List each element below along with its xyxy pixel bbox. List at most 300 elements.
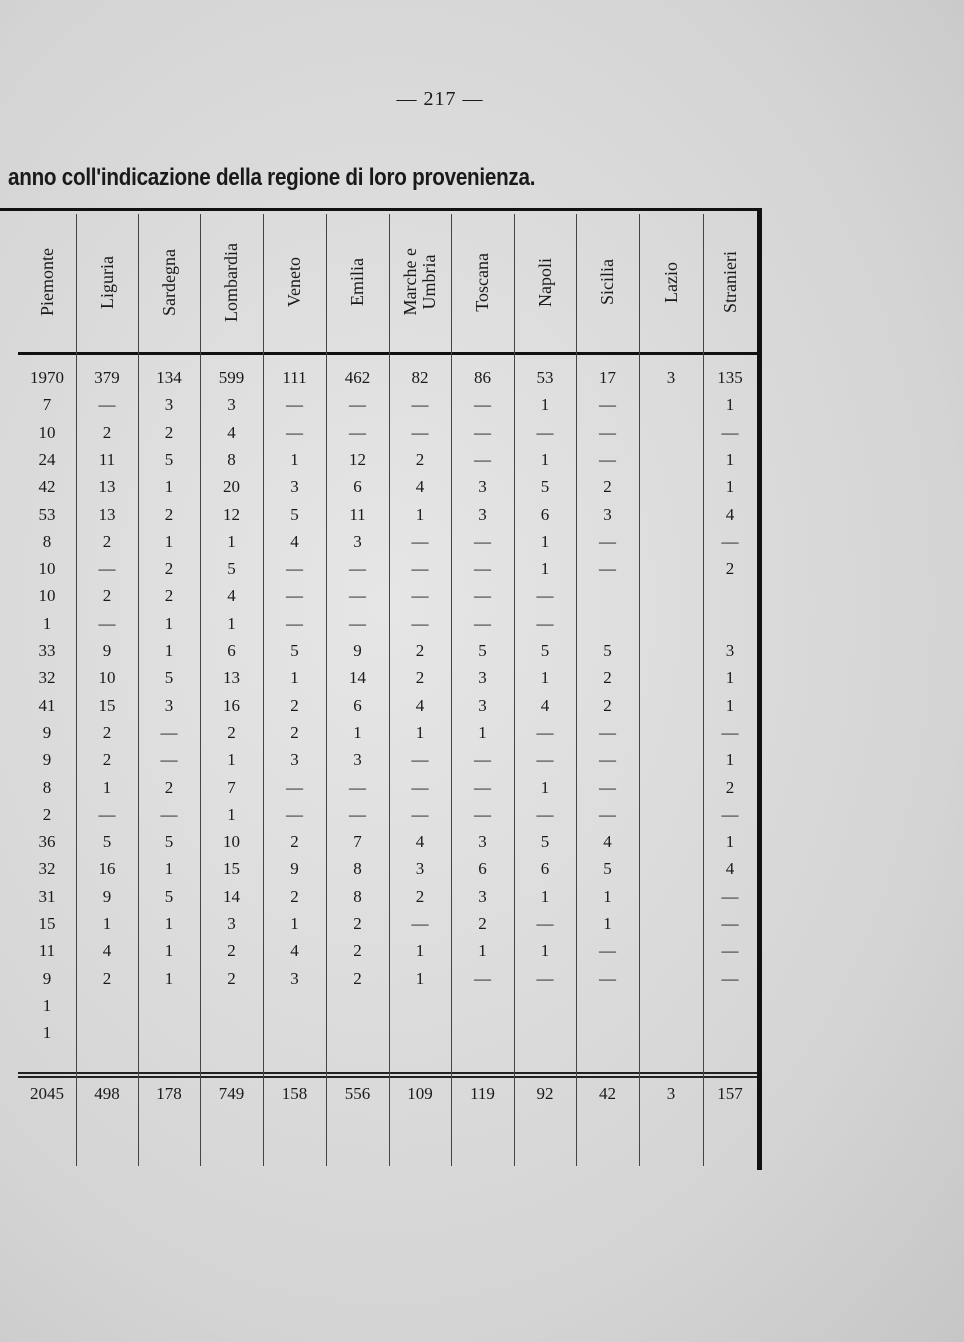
table-cell: — [411, 613, 429, 633]
column-header-label: Lazio [660, 261, 681, 303]
table-cell: 9 [102, 641, 112, 660]
column-header [326, 214, 389, 350]
table-cell: 6 [478, 859, 487, 879]
table-cell [576, 1019, 639, 1046]
table-cell: — [599, 941, 616, 961]
totals-rule [18, 1072, 757, 1074]
table-cell: 1 [540, 668, 550, 688]
table-cell: — [98, 804, 116, 824]
table-cell [138, 992, 200, 1019]
total-cell: 2045 [30, 1084, 64, 1103]
column-header-label: Stranieri [719, 251, 740, 313]
table-cell: — [349, 422, 366, 442]
table-cell [703, 992, 757, 1019]
table-cell [639, 473, 703, 500]
table-cell [451, 992, 514, 1019]
table-cell: 24 [38, 449, 56, 469]
table-cell: 1 [290, 668, 299, 688]
table-cell: 1 [227, 750, 236, 770]
table-cell: 1 [725, 695, 735, 715]
table-cell: 5 [540, 477, 550, 497]
table-cell [639, 528, 703, 555]
header-rule [18, 352, 757, 355]
table-cell: 1 [227, 531, 236, 551]
table-cell: 3 [478, 477, 487, 497]
table-cell: 8 [353, 886, 362, 906]
table-cell: 4 [290, 941, 299, 961]
table-cell: 4 [227, 422, 236, 442]
table-cell: — [721, 804, 739, 824]
table-cell: 4 [102, 941, 112, 961]
table-cell: 2 [415, 641, 425, 660]
table-cell: 1 [102, 914, 112, 933]
column-header-label: Veneto [284, 257, 305, 307]
table-cell: 4 [415, 695, 425, 715]
total-cell: 498 [94, 1084, 120, 1103]
table-cell: 2 [102, 750, 112, 770]
column-header-label: Lombardia [221, 242, 242, 322]
table-cell: 5 [227, 559, 236, 579]
table-cell: 3 [353, 531, 362, 551]
table-cell: 1 [415, 968, 425, 988]
table-cell: — [286, 804, 303, 824]
table-cell: 5 [164, 449, 174, 469]
column-header [514, 214, 576, 350]
table-cell: 53 [38, 504, 56, 524]
table-row [0, 419, 757, 446]
table-cell: 1 [42, 995, 52, 1015]
column-header [389, 214, 451, 350]
table-cell: — [599, 722, 616, 742]
table-cell: 2 [603, 477, 612, 497]
table-cell: 2 [478, 914, 487, 933]
table-cell [326, 992, 389, 1019]
table-cell: 16 [98, 859, 116, 879]
table-cell [263, 1019, 326, 1046]
table-cell [639, 746, 703, 773]
table-cell: 41 [38, 695, 56, 715]
table-cell: 33 [38, 641, 56, 660]
table-cell: 9 [290, 859, 299, 879]
table-cell: 111 [282, 368, 307, 387]
table-cell: 5 [164, 668, 174, 688]
table-cell: 2 [227, 941, 236, 961]
table-cell [639, 501, 703, 528]
table-cell: 5 [478, 641, 487, 660]
table-cell: 11 [349, 504, 366, 524]
table-cell [389, 992, 451, 1019]
table-cell: 5 [603, 859, 612, 879]
table-cell: 1 [290, 449, 299, 469]
table-cell: 2 [290, 832, 299, 852]
table-cell: — [599, 559, 616, 579]
table-cell: — [474, 586, 491, 606]
table-cell: — [721, 531, 739, 551]
table-row [0, 828, 757, 855]
table-cell [639, 801, 703, 828]
table-row [0, 692, 757, 719]
table-cell: 1 [164, 941, 174, 961]
table-cell [576, 582, 639, 609]
table-cell: — [286, 395, 303, 415]
table-cell: 135 [717, 368, 743, 387]
table-cell: 8 [42, 777, 52, 797]
table-cell [639, 610, 703, 637]
table-cell: 1 [164, 914, 174, 933]
table-cell: — [599, 449, 616, 469]
table-cell: 6 [353, 695, 362, 715]
table-cell [639, 719, 703, 746]
table-cell: 13 [98, 477, 116, 497]
column-header-label: Sardegna [158, 248, 179, 316]
table-cell: 12 [349, 449, 366, 469]
table-cell: 1 [540, 886, 550, 906]
table-cell: 2 [102, 968, 112, 988]
table-cell: 2 [725, 559, 735, 579]
table-cell [639, 774, 703, 801]
table-cell [639, 910, 703, 937]
table-cell: 9 [353, 641, 362, 660]
table-cell [200, 992, 263, 1019]
table-cell: 1 [725, 750, 735, 770]
totals-rule [18, 1076, 757, 1078]
table-cell: 2 [164, 586, 174, 606]
table-cell: — [721, 914, 739, 933]
table-cell: 1 [725, 449, 735, 469]
table-cell: 5 [290, 641, 299, 660]
table-cell [451, 1019, 514, 1046]
table-cell: 6 [540, 504, 550, 524]
table-cell: 2 [415, 886, 425, 906]
table-cell: 10 [223, 832, 240, 852]
table-cell: 3 [353, 750, 362, 770]
table-cell: 1 [164, 477, 174, 497]
table-cell [703, 582, 757, 609]
table-cell: 10 [98, 668, 116, 688]
table-cell: 1 [540, 395, 550, 415]
table-cell: — [536, 613, 554, 633]
table-cell [639, 582, 703, 609]
table-cell: — [411, 531, 429, 551]
table-cell: — [474, 750, 491, 770]
table-cell: 1 [603, 914, 612, 933]
table-cell [76, 1019, 138, 1046]
table-cell [138, 1019, 200, 1046]
page-number: — 217 — [396, 88, 484, 110]
table-cell: 17 [599, 368, 616, 387]
table-cell: 13 [98, 504, 116, 524]
table-cell: 5 [164, 886, 174, 906]
table-row [0, 610, 757, 637]
table-cell: 4 [415, 832, 425, 852]
table-cell: 4 [415, 477, 425, 497]
table-cell [703, 1019, 757, 1046]
table-cell: 10 [38, 422, 56, 442]
table-cell: 1 [42, 1023, 52, 1043]
table-cell: 3 [415, 859, 425, 879]
table-row [0, 391, 757, 418]
table-cell: 1 [164, 968, 174, 988]
table-cell: — [349, 804, 366, 824]
table-row [0, 446, 757, 473]
table-cell [639, 555, 703, 582]
table-cell: 1 [540, 531, 550, 551]
table-cell: 1 [603, 886, 612, 906]
table-cell: 11 [38, 941, 56, 961]
table-cell: 20 [223, 477, 240, 497]
table-cell: — [721, 941, 739, 961]
column-header [576, 214, 639, 350]
table-cell: 3 [478, 668, 487, 688]
table-cell: 4 [290, 531, 299, 551]
table-row [0, 637, 757, 664]
table-cell: 1 [353, 722, 362, 742]
table-row [0, 992, 757, 1019]
table-row [0, 1019, 757, 1046]
table-cell [639, 992, 703, 1019]
table-cell [639, 446, 703, 473]
table-row [0, 719, 757, 746]
column-header-label: Sicilia [597, 259, 618, 305]
table-cell: 3 [164, 695, 174, 715]
total-cell: 42 [599, 1084, 616, 1103]
table-cell: — [411, 559, 429, 579]
table-cell: 8 [353, 859, 362, 879]
table-cell: — [160, 722, 178, 742]
table-cell: — [160, 750, 178, 770]
table-cell: 1 [415, 722, 425, 742]
table-cell: 2 [164, 422, 174, 442]
table-cell: 3 [290, 750, 299, 770]
table-cell: — [349, 586, 366, 606]
table-cell: 2 [290, 695, 299, 715]
total-cell: 749 [218, 1084, 245, 1103]
table-cell: — [98, 613, 116, 633]
table-cell: — [474, 559, 491, 579]
table-cell: — [721, 722, 739, 742]
table-cell: 3 [725, 641, 735, 660]
table-cell: 2 [290, 722, 299, 742]
total-cell: 109 [407, 1084, 433, 1103]
table-cell: 1 [540, 559, 550, 579]
table-cell: — [536, 722, 554, 742]
column-header-label: Emilia [347, 258, 368, 306]
column-header [451, 214, 514, 350]
table-cell: 2 [603, 695, 612, 715]
table-cell: — [98, 395, 116, 415]
table-cell [639, 692, 703, 719]
table-cell: 2 [353, 914, 362, 933]
table-cell: — [474, 613, 491, 633]
table-cell: — [474, 777, 491, 797]
table-cell: 3 [290, 477, 299, 497]
table-cell: — [160, 804, 178, 824]
table-cell: — [98, 559, 116, 579]
table-cell: 1 [102, 777, 112, 797]
total-cell: 178 [156, 1084, 182, 1103]
table-cell: — [474, 449, 491, 469]
table-cell [263, 992, 326, 1019]
table-cell: — [286, 777, 303, 797]
table-cell: 1 [290, 914, 299, 933]
table-cell: 2 [725, 777, 735, 797]
table-cell: 9 [102, 886, 112, 906]
table-cell: 42 [38, 477, 56, 497]
table-cell: 1 [227, 613, 236, 633]
table-cell: 14 [349, 668, 366, 688]
table-cell: 5 [290, 504, 299, 524]
table-cell: 1 [164, 859, 174, 879]
table-cell: — [286, 559, 303, 579]
column-header-label: Piemonte [36, 248, 57, 316]
table-cell [639, 937, 703, 964]
table-cell: 3 [666, 368, 676, 387]
table-cell: 2 [603, 668, 612, 688]
table-cell: — [411, 777, 429, 797]
total-cell: 119 [470, 1084, 495, 1103]
table-cell: 53 [536, 368, 554, 387]
table-cell: 31 [38, 886, 56, 906]
table-row [0, 855, 757, 882]
table-cell: — [599, 395, 616, 415]
table-cell: — [411, 750, 429, 770]
table-cell: 4 [227, 586, 236, 606]
table-cell: 15 [98, 695, 116, 715]
table-cell: 1 [478, 722, 487, 742]
table-cell: 2 [102, 586, 112, 606]
total-cell: 556 [344, 1084, 371, 1103]
table-cell: — [411, 422, 429, 442]
table-cell: — [536, 750, 554, 770]
table-cell: 82 [411, 368, 429, 387]
table-top-rule [0, 208, 762, 211]
table-cell [76, 992, 138, 1019]
table-cell: 4 [603, 832, 612, 852]
table-cell: 5 [164, 832, 174, 852]
table-cell: 1 [415, 504, 425, 524]
table-cell: 599 [218, 368, 245, 387]
table-cell: 16 [223, 695, 240, 715]
table-cell: 1 [540, 941, 550, 961]
table-row [0, 473, 757, 500]
table-cell: 9 [42, 750, 52, 770]
table-cell: 462 [344, 368, 371, 387]
table-cell [639, 828, 703, 855]
table-cell: 4 [540, 695, 550, 715]
table-cell: — [721, 968, 739, 988]
table-cell: — [349, 559, 366, 579]
table-cell: — [599, 968, 616, 988]
table-row [0, 582, 757, 609]
column-header [263, 214, 326, 350]
total-cell: 3 [666, 1084, 676, 1103]
table-cell [514, 1019, 576, 1046]
table-cell: 1 [725, 477, 735, 497]
table-cell: — [474, 422, 491, 442]
table-cell: 3 [603, 504, 612, 524]
table-cell: 3 [478, 832, 487, 852]
table-cell: 10 [38, 559, 56, 579]
table-row [0, 883, 757, 910]
column-header [76, 214, 138, 350]
table-cell: 2 [102, 531, 112, 551]
table-cell [639, 1019, 703, 1046]
table-cell: 1 [725, 395, 735, 415]
table-cell: 1 [164, 613, 174, 633]
table-cell: — [721, 886, 739, 906]
table-cell: — [349, 613, 366, 633]
table-cell: — [721, 422, 739, 442]
table-cell: — [599, 531, 616, 551]
table-cell: 6 [353, 477, 362, 497]
table-cell: 15 [38, 914, 56, 933]
table-cell [639, 391, 703, 418]
table-row [0, 774, 757, 801]
column-header [18, 214, 76, 350]
table-cell: — [411, 395, 429, 415]
table-cell: 5 [102, 832, 112, 852]
table-cell: 86 [474, 368, 491, 387]
table-cell: 10 [38, 586, 56, 606]
table-cell: 1 [478, 941, 487, 961]
table-cell: 2 [164, 559, 174, 579]
table-cell: 2 [164, 777, 174, 797]
table-cell: — [599, 777, 616, 797]
table-cell: 3 [227, 395, 236, 415]
table-cell: — [474, 395, 491, 415]
table-cell: — [411, 586, 429, 606]
column-header-label: Toscana [472, 252, 493, 312]
table-cell: — [536, 586, 554, 606]
table-cell: 3 [227, 914, 236, 933]
table-cell: — [599, 750, 616, 770]
total-cell: 92 [536, 1084, 554, 1103]
table-row [0, 555, 757, 582]
table-cell: 2 [415, 668, 425, 688]
table-cell: 12 [223, 504, 240, 524]
column-header [639, 214, 703, 350]
table-cell: 2 [164, 504, 174, 524]
table-cell: — [599, 422, 616, 442]
table-row [0, 664, 757, 691]
table-cell: 14 [223, 886, 240, 906]
table-cell: — [474, 968, 491, 988]
table-cell: 9 [42, 722, 52, 742]
table-cell [514, 992, 576, 1019]
table-row [0, 910, 757, 937]
table-cell: 1 [415, 941, 425, 961]
table-cell: 32 [38, 668, 56, 688]
table-row [0, 364, 757, 391]
table-cell: 15 [223, 859, 240, 879]
table-cell: 36 [38, 832, 56, 852]
table-row [0, 501, 757, 528]
table-cell [389, 1019, 451, 1046]
table-cell: 13 [223, 668, 240, 688]
table-cell: 2 [415, 449, 425, 469]
table-cell: — [349, 777, 366, 797]
table-cell: 2 [42, 804, 52, 824]
table-cell: 1 [164, 531, 174, 551]
total-cell: 157 [717, 1084, 743, 1103]
table-cell: — [349, 395, 366, 415]
table-cell: 2 [102, 722, 112, 742]
table-cell [639, 419, 703, 446]
table-cell: 5 [540, 832, 550, 852]
table-cell: 3 [478, 504, 487, 524]
table-cell: 1 [725, 668, 735, 688]
table-cell: — [536, 914, 554, 933]
